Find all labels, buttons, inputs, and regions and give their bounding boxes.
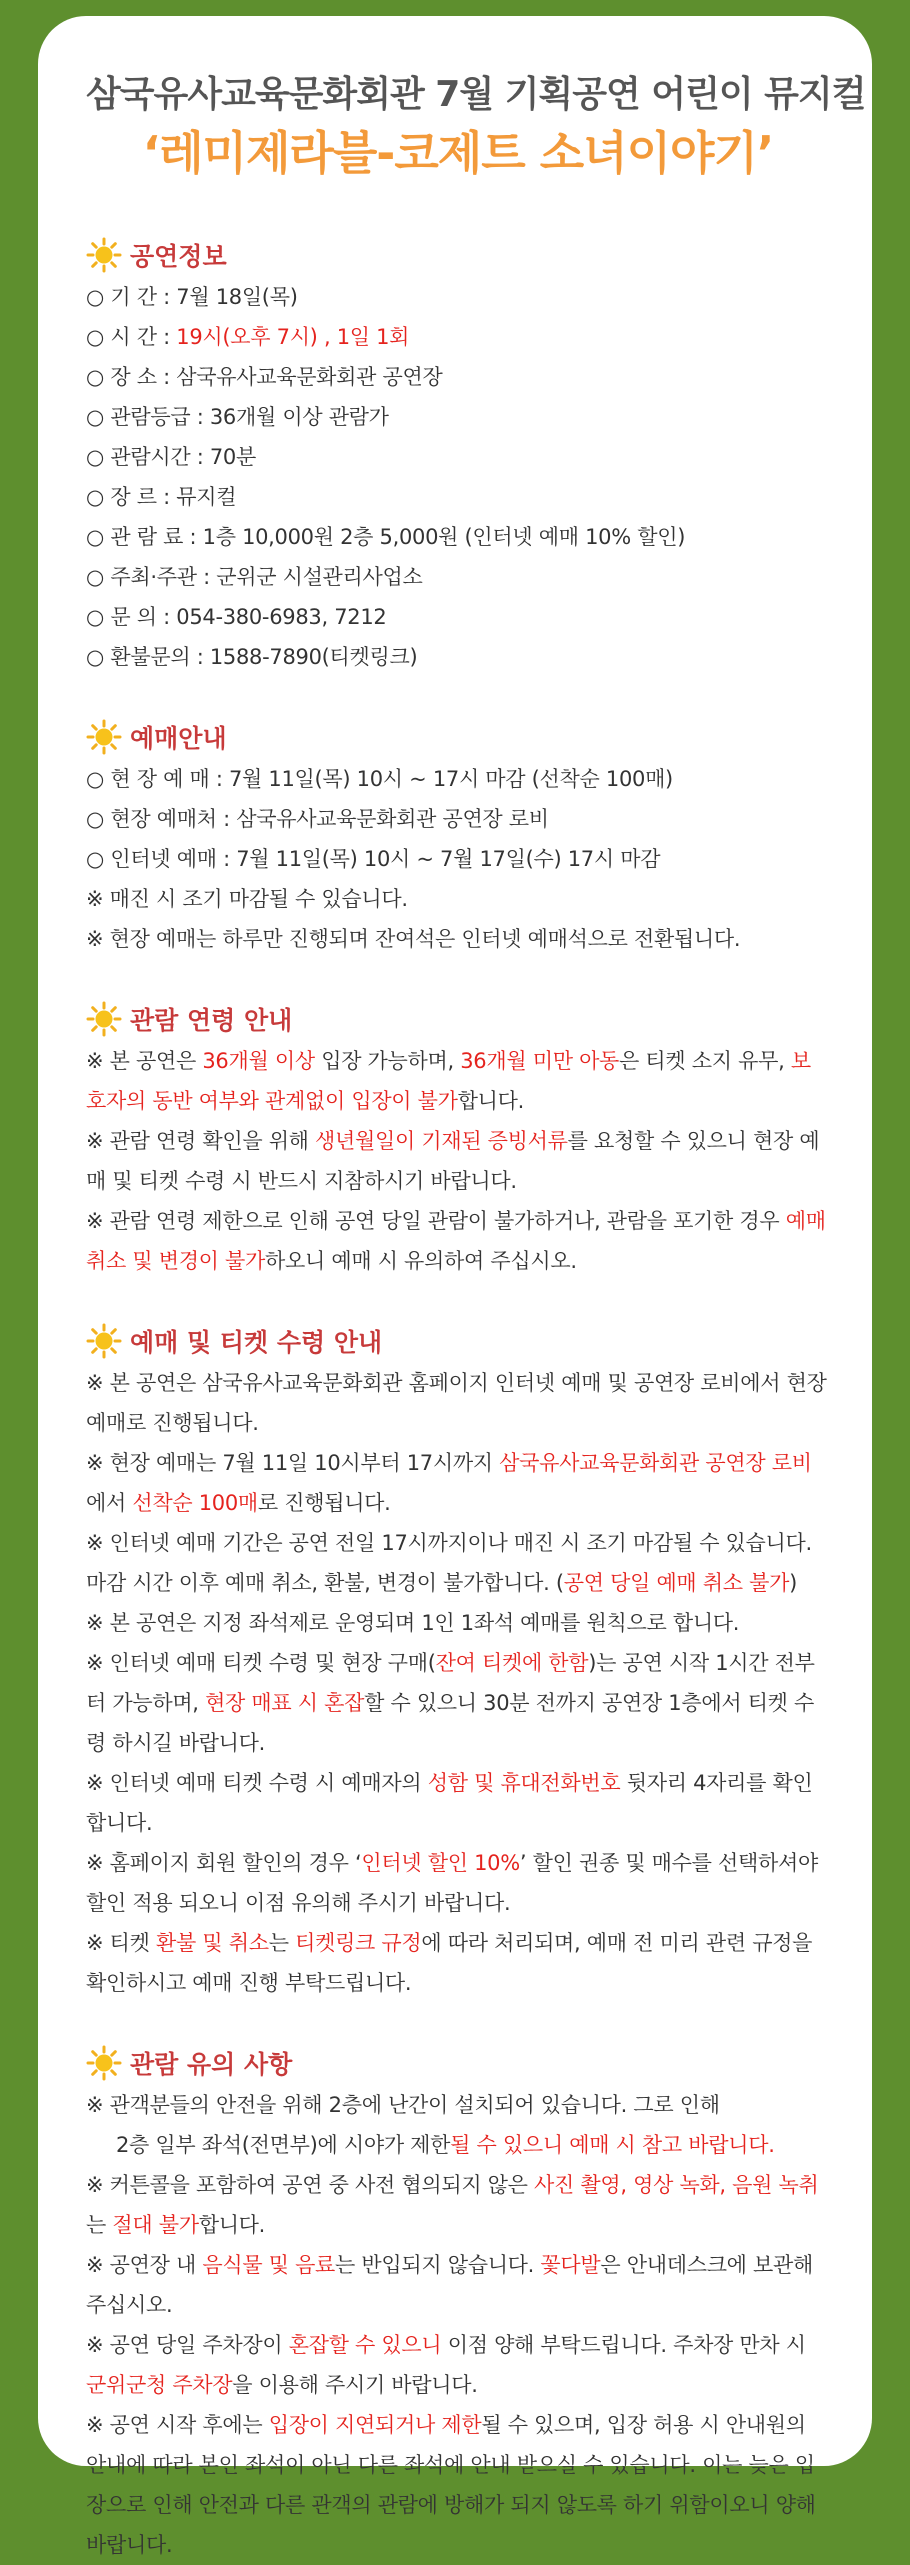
info-label: ○ 기 간 : [86,285,177,309]
info-label: ○ 관람시간 : [86,445,210,469]
info-value: 1588-7890(티켓링크) [209,645,418,669]
info-row [86,397,830,437]
info-row [86,557,830,597]
info-label: ○ 장 소 : [86,365,177,389]
booking-row: ○ 인터넷 예매 : 7월 11일(목) 10시 ~ 7월 17일(수) 17시 마감 [86,847,661,871]
highlight-text: 현장 매표 시 혼잡 [205,1691,365,1715]
body-text: ※ 공연장 내 [86,2253,203,2277]
highlight-text: 생년월일이 기재된 증빙서류 [315,1129,568,1153]
info-row [86,477,830,517]
paragraph [86,1443,830,1523]
info-list [86,277,830,677]
paragraph [86,1843,830,1923]
body-text: 하오니 예매 시 유의하여 주십시오. [265,1249,577,1273]
body-text: 될 수 있으며, 입장 허용 시 안내원의 안내에 따라 본인 좌석이 아닌 다른 좌석에 안내 받으실 수 있습니다. 이는 늦은 입장으로 인해 안전과 다른 관객의 관람에 방해가 되지 않도록 하기 위함이오니 양해 바랍니다. [86,2413,816,2557]
highlight-text: 입장이 지연되거나 제한 [268,2413,482,2437]
highlight-text: 성함 및 휴대전화번호 [427,1771,621,1795]
section-title: 예매 및 티켓 수령 안내 [130,1328,383,1357]
show-title: ‘레미제라블-코제트 소녀이야기’ [142,126,774,180]
sun-icon [86,237,122,273]
body-text: 할 수 있으니 30분 전까지 공연장 1층에서 티켓 수령 하시길 바랍니다. [86,1691,815,1755]
body-text: 에 따라 처리되며, 예매 전 미리 관련 규정을 확인하시고 예매 진행 부탁드립니다. [86,1931,813,1995]
info-value: 뮤지컬 [176,485,237,509]
body-text: ※ 티켓 [86,1931,157,1955]
section-ticket [86,1319,830,2003]
highlight-text: 36개월 미만 아동 [460,1049,620,1073]
body-text: ) [789,1571,798,1595]
notice-card [38,16,872,2557]
info-value: 70분 [209,445,256,469]
body-text: ※ 인터넷 예매 기간은 공연 전일 17시까지이나 매진 시 조기 마감될 수 있습니다. 마감 시간 이후 예매 취소, 환불, 변경이 불가합니다. ( [86,1531,812,1595]
highlight-text: 음식물 및 음료 [202,2253,336,2277]
body-text: ※ 관람 연령 확인을 위해 [86,1129,316,1153]
info-label: ○ 장 르 : [86,485,177,509]
info-label: ○ 관 람 료 : [86,525,203,549]
highlight-text: 군위군청 주차장 [86,2373,233,2397]
body-text: 2층 일부 좌석(전면부)에 시야가 제한 [116,2133,451,2157]
section-header [86,997,830,1041]
body-text: 는 반입되지 않습니다. [335,2253,541,2277]
paragraph [86,1923,830,2003]
booking-row: ※ 현장 예매는 하루만 진행되며 잔여석은 인터넷 예매석으로 전환됩니다. [86,927,741,951]
paragraph [86,2325,830,2405]
highlight-text: 예매 취소 및 변경이 불가 [86,1209,826,1273]
sun-icon [86,2045,122,2081]
info-label: ○ 환불문의 : [86,645,210,669]
paragraph [86,1121,830,1201]
body-text: 로 진행됩니다. [257,1491,391,1515]
body-text: 를 요청할 수 있으니 현장 예매 및 티켓 수령 시 반드시 지참하시기 바랍니다. [86,1129,820,1193]
paragraph [86,2085,830,2125]
highlight-text: 혼잡할 수 있으니 [288,2333,442,2357]
highlight-text: 보호자의 동반 여부와 관계없이 입장이 불가 [86,1049,811,1113]
paragraph [86,2125,830,2165]
body-text: ※ 본 공연은 삼국유사교육문화회관 홈페이지 인터넷 예매 및 공연장 로비에서 현장 예매로 진행됩니다. [86,1371,827,1435]
paragraph [86,1363,830,1443]
info-value: 삼국유사교육문화회관 공연장 [176,365,443,389]
body-text: ※ 현장 예매는 7월 11일 10시부터 17시까지 [86,1451,500,1475]
body-text: ※ 본 공연은 [86,1049,203,1073]
sun-icon [86,1001,122,1037]
body-text: )는 공연 시작 1시간 전부터 가능하며, [86,1651,815,1715]
body-text: 에서 [86,1491,133,1515]
paragraph [86,2165,830,2245]
info-row [86,357,830,397]
info-row [86,517,830,557]
body-text: ※ 공연 시작 후에는 [86,2413,269,2437]
section-booking [86,715,830,959]
body-text: 은 티켓 소지 유무, [619,1049,791,1073]
paragraph [86,1523,830,1603]
info-row [86,437,830,477]
section-header [86,715,830,759]
paragraph [86,2405,830,2565]
info-row [86,317,830,357]
booking-list [86,759,830,959]
paragraph [86,2245,830,2325]
highlight-text: 공연 당일 예매 취소 불가 [563,1571,790,1595]
highlight-text: 36개월 이상 [202,1049,315,1073]
body-text: 는 [268,1931,296,1955]
booking-row: ○ 현 장 예 매 : 7월 11일(목) 10시 ~ 17시 마감 (선착순 100매) [86,767,673,791]
paragraph [86,1201,830,1281]
section-title: 관람 연령 안내 [130,1006,293,1035]
info-label: ○ 시 간 : [86,325,177,349]
info-label: ○ 관람등급 : [86,405,210,429]
info-row [86,277,830,317]
body-text: 합니다. [198,2213,266,2237]
body-text: ※ 관람 연령 제한으로 인해 공연 당일 관람이 불가하거나, 관람을 포기한 경우 [86,1209,786,1233]
body-text: 을 이용해 주시기 바랍니다. [232,2373,478,2397]
highlight-text: 절대 불가 [112,2213,199,2237]
body-text: ※ 커튼콜을 포함하여 공연 중 사전 협의되지 않은 [86,2173,535,2197]
info-value: 1층 10,000원 2층 5,000원 (인터넷 예매 10% 할인) [202,525,686,549]
paragraph [86,1603,830,1643]
paragraph [86,1041,830,1121]
highlight-text: 삼국유사교육문화회관 공연장 로비 [499,1451,812,1475]
booking-row: ○ 현장 예매처 : 삼국유사교육문화회관 공연장 로비 [86,807,549,831]
section-header [86,2041,830,2085]
body-text: 뒷자리 4자리를 확인합니다. [86,1771,813,1835]
info-row [86,597,830,637]
highlight-text: 사진 촬영, 영상 녹화, 음원 녹취 [534,2173,819,2197]
highlight-text: 선착순 100매 [132,1491,258,1515]
info-value: 7월 18일(목) [176,285,298,309]
info-label: ○ 문 의 : [86,605,177,629]
section-title: 예매안내 [130,724,227,753]
info-value: 19시(오후 7시) , 1일 1회 [176,325,410,349]
body-text: 은 안내데스크에 보관해주십시오. [86,2253,814,2317]
highlight-text: 환불 및 취소 [156,1931,269,1955]
section-age [86,997,830,1281]
section-title: 공연정보 [130,242,227,271]
body-text: ※ 본 공연은 지정 좌석제로 운영되며 1인 1좌석 예매를 원칙으로 합니다. [86,1611,740,1635]
paragraph [86,1643,830,1763]
body-text: ※ 인터넷 예매 티켓 수령 및 현장 구매( [86,1651,436,1675]
body-text: ※ 홈페이지 회원 할인의 경우 ‘ [86,1851,362,1875]
info-value: 군위군 시설관리사업소 [216,565,423,589]
section-header [86,233,830,277]
body-text: 입장 가능하며, [314,1049,461,1073]
body-text: 는 [86,2213,113,2237]
info-value: 36개월 이상 관람가 [209,405,389,429]
section-info [86,233,830,677]
section-title: 관람 유의 사항 [130,2050,293,2079]
highlight-text: 티켓링크 규정 [295,1931,422,1955]
body-text: ※ 인터넷 예매 티켓 수령 시 예매자의 [86,1771,428,1795]
highlight-text: 잔여 티켓에 한함 [435,1651,589,1675]
info-label: ○ 주최·주관 : [86,565,217,589]
body-text: ※ 관객분들의 안전을 위해 2층에 난간이 설치되어 있습니다. 그로 인해 [86,2093,720,2117]
section-header [86,1319,830,1363]
info-row [86,637,830,677]
sun-icon [86,719,122,755]
sun-icon [86,1323,122,1359]
highlight-text: 꽃다발 [540,2253,601,2277]
body-text: ※ 공연 당일 주차장이 [86,2333,289,2357]
body-text: 합니다. [457,1089,524,1113]
page-title: 삼국유사교육문화회관 7월 기획공연 어린이 뮤지컬 [86,74,866,115]
body-text: 이점 양해 부탁드립니다. 주차장 만차 시 [441,2333,806,2357]
section-caution [86,2041,830,2565]
body-text: ’ 할인 권종 및 매수를 선택하셔야 할인 적용 되오니 이점 유의해 주시기 바랍니다. [86,1851,818,1915]
highlight-text: 인터넷 할인 10% [361,1851,520,1875]
highlight-text: 될 수 있으니 예매 시 참고 바랍니다. [450,2133,775,2157]
booking-row: ※ 매진 시 조기 마감될 수 있습니다. [86,887,408,911]
info-value: 054-380-6983, 7212 [176,605,387,629]
paragraph [86,1763,830,1843]
